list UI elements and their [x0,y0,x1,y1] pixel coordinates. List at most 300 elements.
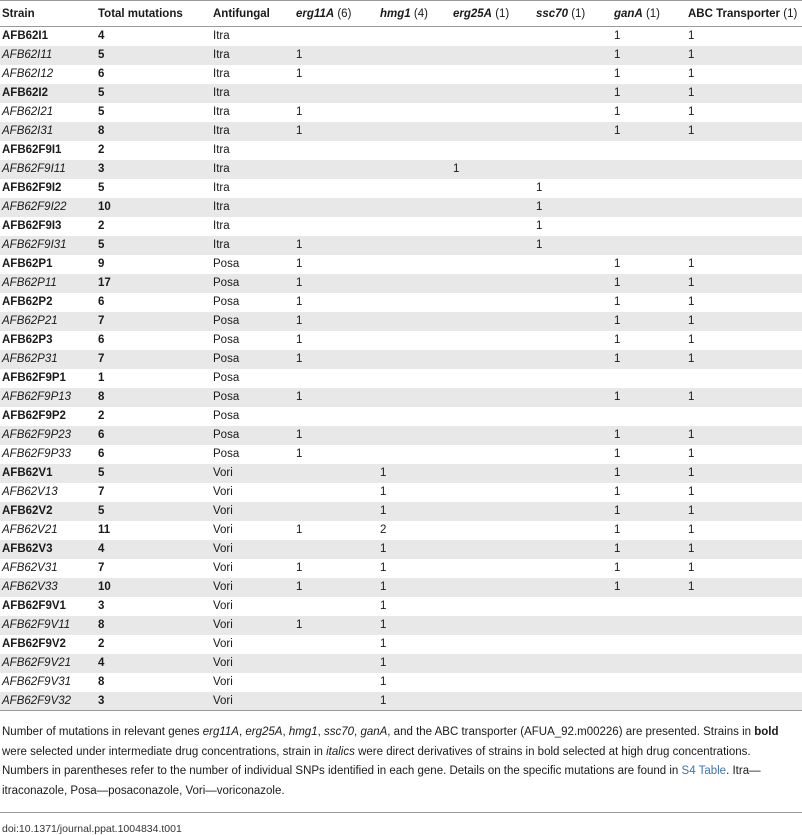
table-caption [2,723,797,801]
ssc70-cell [534,426,612,445]
total-mutations-cell: 7 [96,312,211,331]
table-row [0,217,802,236]
abc-transporter-cell: 1 [686,350,802,369]
erg25a-cell: 1 [451,160,534,179]
caption-gene: hmg1 [288,726,318,738]
hmg1-cell [378,331,451,350]
table-row [0,46,802,65]
header-hmg1-gene: hmg1 [380,7,411,20]
gana-cell: 1 [614,562,621,574]
total-mutations-cell: 6 [98,334,105,346]
abc-transporter-cell: 1 [686,274,802,293]
gana-cell: 1 [614,106,621,118]
strain-cell: AFB62P3 [2,334,53,346]
strain-cell: AFB62V2 [0,502,96,521]
total-mutations-cell: 6 [98,68,105,80]
gana-cell: 1 [612,388,686,407]
antifungal-cell: Itra [213,68,230,80]
table-header-row [0,1,802,27]
hmg1-cell [378,103,451,122]
header-erg11a-count: (6) [337,7,352,20]
erg11a-cell [294,540,378,559]
antifungal-cell: Vori [211,654,294,673]
header-ssc70-count: (1) [571,7,586,20]
table-row [0,179,802,198]
gana-cell: 1 [614,68,621,80]
antifungal-cell: Vori [213,600,233,612]
total-mutations-cell: 5 [98,106,105,118]
strain-cell: AFB62F9I1 [2,144,62,156]
table-row [0,65,802,84]
strain-cell: AFB62F9P33 [2,448,72,460]
gana-cell [612,217,686,236]
antifungal-cell: Posa [213,258,240,270]
table-row [0,502,802,521]
gana-cell [612,654,686,673]
strain-cell: AFB62F9P13 [0,388,96,407]
erg25a-cell [451,616,534,635]
ssc70-cell [534,692,612,711]
gana-cell [612,597,686,616]
gana-cell: 1 [612,46,686,65]
antifungal-cell: Posa [213,410,240,422]
ssc70-cell [534,540,612,559]
erg25a-cell [451,350,534,369]
table-row [0,388,802,407]
hmg1-cell [378,350,451,369]
ssc70-cell [534,502,612,521]
table-row [0,369,802,388]
header-erg11a-gene: erg11A [296,7,335,20]
erg25a-cell [451,540,534,559]
erg11a-cell [294,654,378,673]
ssc70-cell [534,141,612,160]
total-mutations-cell: 6 [98,296,105,308]
ssc70-cell [534,635,612,654]
abc-transporter-cell [686,597,802,616]
erg11a-cell [294,27,378,46]
ssc70-cell [534,331,612,350]
abc-transporter-cell: 1 [686,46,802,65]
total-mutations-cell: 7 [96,350,211,369]
erg25a-cell [451,559,534,578]
erg11a-cell: 1 [294,616,378,635]
hmg1-cell: 1 [380,600,387,612]
antifungal-cell: Vori [211,540,294,559]
table-row [0,331,802,350]
erg11a-cell: 1 [294,236,378,255]
strain-cell: AFB62I31 [0,122,96,141]
strain-cell: AFB62F9V11 [0,616,96,635]
gana-cell [612,407,686,426]
abc-transporter-cell: 1 [686,122,802,141]
total-mutations-cell: 2 [98,220,105,232]
erg25a-cell [451,692,534,711]
strain-cell: AFB62F9I3 [2,220,62,232]
erg25a-cell [451,141,534,160]
erg25a-cell [451,198,534,217]
erg11a-cell [294,502,378,521]
ssc70-cell [534,293,612,312]
erg25a-cell [451,65,534,84]
abc-transporter-cell [686,236,802,255]
gana-cell [612,179,686,198]
erg25a-cell [451,217,534,236]
antifungal-cell: Itra [211,198,294,217]
caption-bold-word: bold [754,726,779,738]
caption-text: were direct derivatives of strains in bold selected at high drug concentrations. Numbers in parentheses refer to the number of individual SNPs identified in each gene. Details on the specific mutations are found in [2,745,751,777]
erg25a-cell [451,388,534,407]
gana-cell [612,673,686,692]
antifungal-cell: Posa [213,296,240,308]
erg25a-cell [451,236,534,255]
antifungal-cell: Posa [211,274,294,293]
abc-transporter-cell [686,160,802,179]
header-erg25a-count: (1) [495,7,510,20]
caption-text: , [238,726,246,738]
hmg1-cell [378,65,451,84]
hmg1-cell: 1 [378,540,451,559]
table-row [0,407,802,426]
total-mutations-cell: 4 [96,654,211,673]
table-row [0,274,802,293]
header-erg11a [294,1,378,27]
antifungal-cell: Itra [211,236,294,255]
antifungal-cell: Vori [213,486,233,498]
header-hmg1-count: (4) [413,7,428,20]
caption-text: . Itra—itraconazole, Posa—posaconazole, Vori—voriconazole. [2,765,761,797]
total-mutations-cell: 6 [96,426,211,445]
strain-cell: AFB62F9V1 [2,600,66,612]
gana-cell: 1 [612,540,686,559]
abc-transporter-cell: 1 [688,106,695,118]
ssc70-cell [534,521,612,540]
total-mutations-cell: 8 [96,616,211,635]
total-mutations-cell: 4 [96,540,211,559]
header-abc-count: (1) [783,7,798,20]
gana-cell: 1 [612,426,686,445]
antifungal-cell: Vori [211,692,294,711]
ssc70-cell [534,578,612,597]
caption-text: were selected under intermediate drug concentrations, strain in [2,745,327,758]
total-mutations-cell: 2 [98,638,105,650]
gana-cell: 1 [614,448,621,460]
header-ssc70-gene: ssc70 [536,7,568,20]
table-row [0,122,802,141]
s4-table-link[interactable]: S4 Table [681,765,727,777]
hmg1-cell [378,160,451,179]
hmg1-cell: 1 [378,692,451,711]
erg25a-cell [451,654,534,673]
ssc70-cell: 1 [536,182,543,194]
antifungal-cell: Posa [211,426,294,445]
erg25a-cell [451,635,534,654]
doi-text: doi:10.1371/journal.ppat.1004834.t001 [2,823,182,835]
gana-cell: 1 [614,30,621,43]
antifungal-cell: Itra [211,46,294,65]
strain-cell: AFB62F9I31 [0,236,96,255]
hmg1-cell [378,312,451,331]
strain-cell: AFB62F9I2 [2,182,62,194]
hmg1-cell: 1 [380,562,387,574]
abc-transporter-cell: 1 [688,334,695,346]
hmg1-cell [378,46,451,65]
erg11a-cell [294,692,378,711]
gana-cell [612,692,686,711]
abc-transporter-cell [686,654,802,673]
gana-cell [612,198,686,217]
header-gana [612,1,686,27]
abc-transporter-cell [686,141,802,160]
antifungal-cell: Vori [213,524,233,536]
total-mutations-cell: 10 [96,198,211,217]
gana-cell: 1 [612,312,686,331]
hmg1-cell: 1 [378,654,451,673]
ssc70-cell [534,122,612,141]
total-mutations-cell: 8 [96,122,211,141]
table-row [0,483,802,502]
abc-transporter-cell: 1 [688,448,695,460]
ssc70-cell [534,673,612,692]
erg11a-cell: 1 [294,46,378,65]
abc-transporter-cell: 1 [688,296,695,308]
gana-cell: 1 [612,274,686,293]
header-hmg1 [378,1,451,27]
erg25a-cell [451,597,534,616]
erg11a-cell [294,84,378,103]
hmg1-cell [378,388,451,407]
erg11a-cell [294,160,378,179]
hmg1-cell [378,122,451,141]
caption-text: , [282,726,289,738]
header-gana-gene: ganA [614,7,643,20]
hmg1-cell [378,369,451,388]
ssc70-cell [534,369,612,388]
table-row [0,635,802,654]
strain-cell: AFB62F9P1 [2,372,66,384]
hmg1-cell: 1 [380,676,387,688]
ssc70-cell [534,654,612,673]
erg25a-cell [451,331,534,350]
erg25a-cell [451,122,534,141]
header-total-mutations: Total mutations [96,1,211,27]
total-mutations-cell: 3 [96,160,211,179]
abc-transporter-cell: 1 [688,524,695,536]
ssc70-cell: 1 [534,236,612,255]
abc-transporter-cell [686,692,802,711]
table-row [0,654,802,673]
gana-cell [612,616,686,635]
caption-italics-word: italics [326,745,355,758]
table-row [0,160,802,179]
total-mutations-cell: 5 [96,46,211,65]
table-row [0,521,802,540]
strain-cell: AFB62I11 [0,46,96,65]
hmg1-cell: 1 [380,638,387,650]
hmg1-cell [378,27,451,46]
divider [0,812,802,813]
ssc70-cell [534,597,612,616]
total-mutations-cell: 8 [96,388,211,407]
erg25a-cell [451,521,534,540]
strain-cell: AFB62I1 [2,30,49,43]
strain-cell: AFB62P1 [2,258,53,270]
erg11a-cell: 1 [294,578,378,597]
header-gana-count: (1) [645,7,661,20]
ssc70-cell [534,445,612,464]
table-row [0,84,802,103]
erg11a-cell: 1 [296,334,303,346]
table-row [0,445,802,464]
strain-cell: AFB62F9P2 [2,410,66,422]
abc-transporter-cell: 1 [688,258,695,270]
gana-cell: 1 [612,84,686,103]
header-antifungal: Antifungal [211,1,294,27]
antifungal-cell: Itra [213,30,230,43]
total-mutations-cell: 8 [98,676,105,688]
erg25a-cell [451,369,534,388]
antifungal-cell: Itra [213,220,230,232]
caption-gene: ganA [360,726,388,738]
header-erg25a-gene: erg25A [453,7,492,20]
strain-cell: AFB62V3 [0,540,96,559]
ssc70-cell [534,559,612,578]
table-row [0,255,802,274]
strain-cell: AFB62F9V31 [2,676,72,688]
erg11a-cell [294,673,378,692]
strain-cell: AFB62V21 [2,524,58,536]
antifungal-cell: Posa [213,334,240,346]
antifungal-cell: Posa [211,312,294,331]
erg25a-cell [451,578,534,597]
erg25a-cell [451,103,534,122]
erg11a-cell: 1 [296,562,303,574]
strain-cell: AFB62V13 [2,486,58,498]
erg25a-cell [451,445,534,464]
hmg1-cell [378,84,451,103]
total-mutations-cell: 10 [96,578,211,597]
table-row [0,27,802,46]
abc-transporter-cell: 1 [686,464,802,483]
erg11a-cell [294,369,378,388]
erg25a-cell [451,179,534,198]
hmg1-cell [378,236,451,255]
erg11a-cell: 1 [294,426,378,445]
antifungal-cell: Vori [211,616,294,635]
total-mutations-cell: 7 [98,486,105,498]
ssc70-cell [534,160,612,179]
antifungal-cell: Vori [213,562,233,574]
abc-transporter-cell: 1 [686,578,802,597]
total-mutations-cell: 5 [96,236,211,255]
abc-transporter-cell: 1 [686,388,802,407]
abc-transporter-cell: 1 [686,312,802,331]
table-row [0,559,802,578]
erg11a-cell: 1 [294,388,378,407]
erg25a-cell [451,27,534,46]
erg25a-cell [451,483,534,502]
strain-cell: AFB62I2 [0,84,96,103]
gana-cell: 1 [614,524,621,536]
gana-cell: 1 [612,578,686,597]
abc-transporter-cell [686,179,802,198]
antifungal-cell: Vori [211,578,294,597]
ssc70-cell: 1 [536,220,543,232]
total-mutations-cell: 5 [98,182,105,194]
header-abc-label: ABC Transporter [688,7,781,20]
ssc70-cell [534,65,612,84]
total-mutations-cell: 5 [96,502,211,521]
antifungal-cell: Vori [213,638,233,650]
total-mutations-cell: 11 [98,524,111,536]
hmg1-cell [378,426,451,445]
total-mutations-cell: 2 [98,144,105,156]
strain-cell: AFB62F9V32 [0,692,96,711]
hmg1-cell [378,293,451,312]
antifungal-cell: Itra [211,160,294,179]
table-row [0,540,802,559]
table-row [0,350,802,369]
header-ssc70 [534,1,612,27]
caption-text: , [354,726,361,738]
erg25a-cell [451,274,534,293]
antifungal-cell: Itra [213,182,230,194]
erg25a-cell [451,293,534,312]
hmg1-cell [378,445,451,464]
total-mutations-cell: 2 [98,410,105,422]
abc-transporter-cell: 1 [688,486,695,498]
hmg1-cell [378,407,451,426]
abc-transporter-cell: 1 [686,502,802,521]
erg11a-cell: 1 [296,68,303,80]
hmg1-cell: 1 [378,578,451,597]
gana-cell: 1 [612,122,686,141]
ssc70-cell [534,27,612,46]
gana-cell [612,369,686,388]
total-mutations-cell: 4 [98,30,105,43]
abc-transporter-cell: 1 [686,426,802,445]
header-abc-transporter [686,1,802,27]
header-strain: Strain [0,1,96,27]
erg11a-cell: 1 [296,258,303,270]
ssc70-cell [534,464,612,483]
strain-cell: AFB62P11 [0,274,96,293]
ssc70-cell [534,274,612,293]
erg25a-cell [451,502,534,521]
hmg1-cell [378,274,451,293]
erg11a-cell: 1 [294,350,378,369]
abc-transporter-cell: 1 [688,68,695,80]
gana-cell: 1 [612,464,686,483]
erg11a-cell [294,141,378,160]
strain-cell: AFB62F9I11 [0,160,96,179]
table-row [0,692,802,711]
erg11a-cell: 1 [294,274,378,293]
table-body [0,27,802,711]
table-row [0,103,802,122]
antifungal-cell: Posa [213,448,240,460]
gana-cell: 1 [614,486,621,498]
abc-transporter-cell [686,635,802,654]
abc-transporter-cell [686,198,802,217]
erg25a-cell [451,312,534,331]
hmg1-cell [378,141,451,160]
abc-transporter-cell: 1 [688,30,695,43]
ssc70-cell [534,350,612,369]
antifungal-cell: Itra [211,122,294,141]
gana-cell [612,160,686,179]
strain-cell: AFB62V1 [0,464,96,483]
